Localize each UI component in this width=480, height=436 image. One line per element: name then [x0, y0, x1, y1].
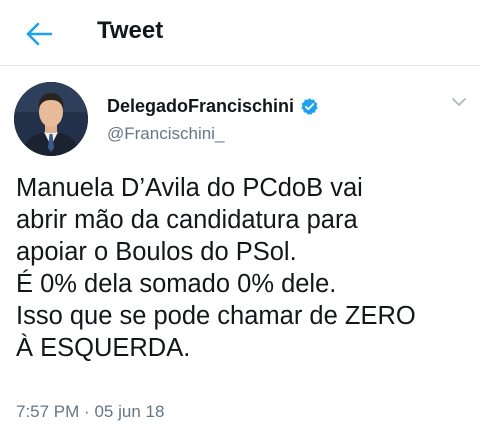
author-display-name[interactable]: DelegadoFrancischini — [107, 95, 295, 116]
avatar-image — [14, 82, 88, 156]
avatar[interactable] — [14, 82, 88, 156]
page-title: Tweet — [97, 17, 164, 44]
tweet-time: 7:57 PM — [16, 402, 80, 421]
author-handle[interactable]: @Francischini_ — [107, 124, 225, 143]
tweet-text — [16, 172, 476, 364]
author-name-row[interactable] — [107, 94, 319, 118]
chevron-down-icon[interactable] — [450, 95, 468, 109]
tweet-text-line: abrir mão da candidatura para — [16, 206, 358, 234]
verified-badge-icon — [300, 97, 319, 116]
tweet-text-line: À ESQUERDA. — [16, 334, 191, 362]
tweet-timestamp — [16, 402, 164, 422]
app-header — [0, 0, 480, 66]
meta-separator: · — [84, 402, 90, 421]
tweet-text-line: apoiar o Boulos do PSol. — [16, 238, 297, 266]
tweet-text-line: Manuela D’Avila do PCdoB vai — [16, 174, 363, 202]
tweet-text-line: É 0% dela somado 0% dele. — [16, 270, 337, 298]
tweet-date: 05 jun 18 — [94, 402, 165, 421]
arrow-left-icon[interactable] — [24, 19, 54, 49]
tweet-text-line: Isso que se pode chamar de ZERO — [16, 302, 416, 330]
